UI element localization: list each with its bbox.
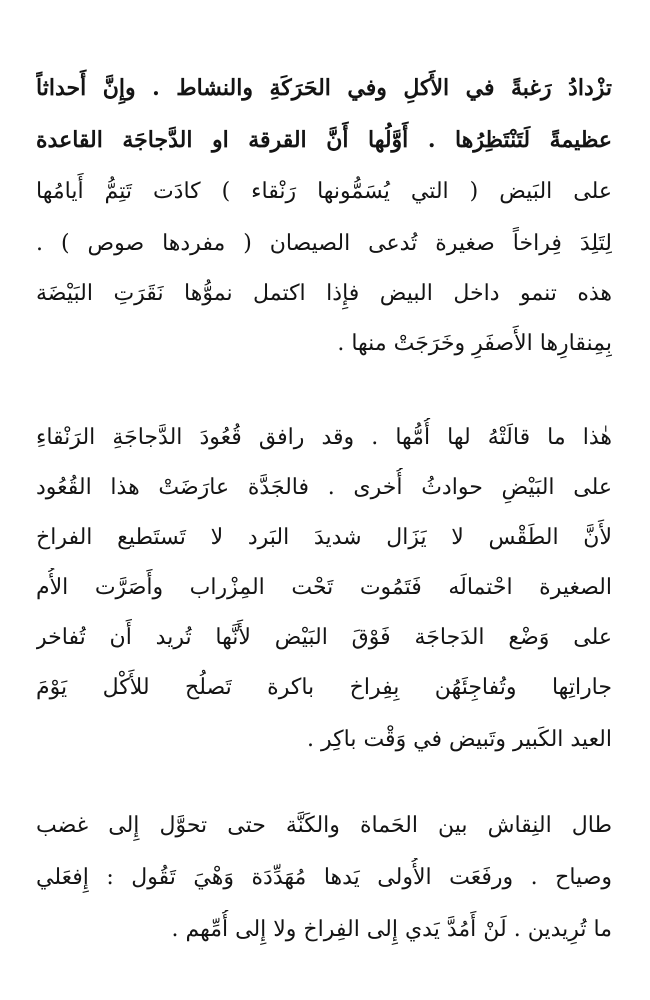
text-line: جاراتِها وتُفاجِئَهُن بِفِراخ باكرة تَصلُح للأَكْل يَوْمَ bbox=[36, 675, 612, 700]
text-line: تزْدادُ رَغبةً في الأَكلِ وفي الحَرَكَةِ والنشاط . وإِنَّ أَحداثاً bbox=[36, 75, 612, 101]
text-line: وصياح . ورفَعَت الأُولى يَدها مُهَدِّدَة وَهْيَ تَقُول : إِفعَلي bbox=[36, 865, 612, 890]
text-line: ما تُرِيدين . لَنْ أَمُدَّ يَدي إِلى الفِراخ ولا إِلى أُمِّهم . bbox=[171, 917, 612, 942]
text-line: هذه تنمو داخل البيض فإِذا اكتمل نموُّها نَقَرَتِ البَيْضَة bbox=[36, 281, 612, 306]
text-line: على البَيْضِ حوادثُ أُخرى . فالجَدَّة عارَضَتْ هذا القُعُود bbox=[36, 475, 612, 500]
text-line: العيد الكَبير وتَبيض في وَقْت باكِر . bbox=[307, 727, 612, 752]
text-line: طال النِقاش بين الحَماة والكَنَّة حتى تحوَّل إِلى غضب bbox=[36, 813, 612, 838]
text-line: هٰذا ما قالَتْهُ لها أُمُّها . وقد رافق قُعُودَ الدَّجاجَةِ الرَنْقاءِ bbox=[36, 425, 612, 450]
text-line: لأَنَّ الطَقْس لا يَزَال شديدَ البَرد لا تَستَطيع الفراخ bbox=[36, 525, 612, 550]
text-line: بِمِنقارِها الأَصفَرِ وخَرَجَتْ منها . bbox=[337, 331, 612, 356]
text-line: لِتَلِدَ فِراخاً صغيرة تُدعى الصيصان ( مفردها صوص ) . bbox=[36, 231, 612, 256]
text-line: عظيمةً لَتَنْتَظِرُها . أَوَّلُها أَنَّ القرقة او الدَّجاجَة القاعدة bbox=[36, 127, 612, 153]
text-line: على وَضْع الدَجاجَة فَوْقَ البَيْض لأَنَّها تُريد أَن تُفاخر bbox=[36, 625, 612, 650]
text-line: على البَيض ( التي يُسَمُّونها رَنْقاء ) كادَت تَتِمُّ أَيامُها bbox=[36, 179, 612, 204]
text-line: الصغيرة احْتمالَه فَتَمُوت تَحْت المِزْراب وأَصَرَّت الأُم bbox=[36, 575, 612, 600]
